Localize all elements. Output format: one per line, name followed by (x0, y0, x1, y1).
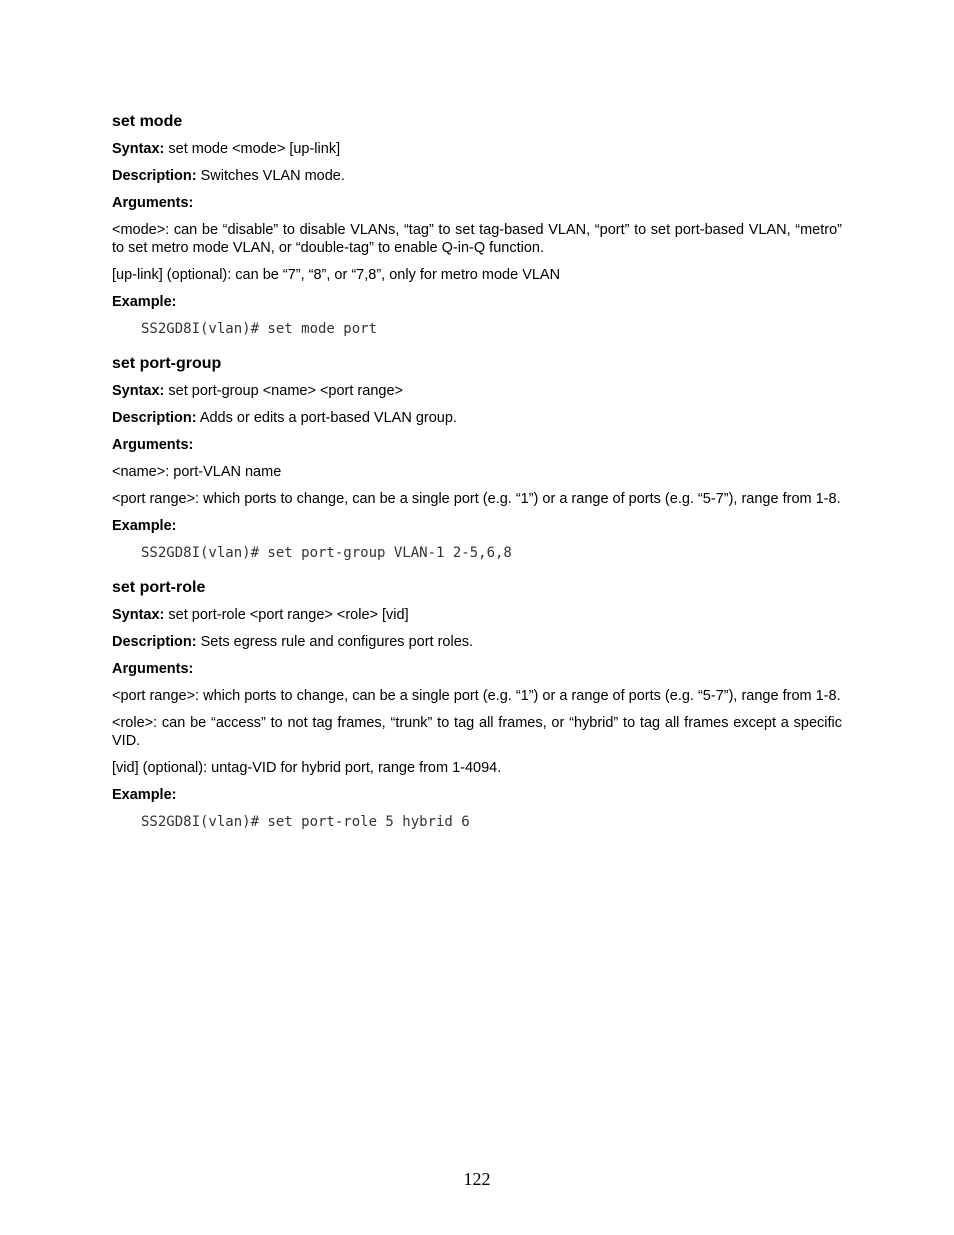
syntax-line (112, 140, 842, 158)
example-code: SS2GD8I(vlan)# set port-group VLAN-1 2-5,6,8 (141, 545, 512, 561)
description-text: Adds or edits a port-based VLAN group. (196, 410, 457, 426)
example-heading (112, 786, 842, 804)
description-text: Sets egress rule and configures port roles. (196, 634, 474, 650)
command-title: set port-group (112, 355, 222, 372)
argument-item: [vid] (optional): untag-VID for hybrid port, range from 1-4094. (112, 760, 502, 776)
description-text: Switches VLAN mode. (196, 168, 345, 184)
argument-item: <name>: port-VLAN name (112, 464, 282, 480)
example-code: SS2GD8I(vlan)# set mode port (141, 321, 378, 337)
page-number: 122 (463, 1169, 491, 1189)
example-label: Example: (112, 518, 177, 534)
description-label: Description: (112, 634, 197, 650)
syntax-text: set port-group <name> <port range> (164, 383, 403, 399)
argument-item: <port range>: which ports to change, can be a single port (e.g. “1”) or a range of ports (e.g. “5-7”), range from 1-8. (112, 688, 841, 704)
syntax-line (112, 606, 842, 624)
command-title: set mode (112, 113, 183, 130)
syntax-text: set port-role <port range> <role> [vid] (164, 607, 409, 623)
command-title: set port-role (112, 579, 206, 596)
arguments-label: Arguments: (112, 195, 194, 211)
argument-item: <role>: can be “access” to not tag frames, “trunk” to tag all frames, or “hybrid” to tag all frames except a specific VID. (112, 715, 842, 749)
syntax-label: Syntax: (112, 383, 165, 399)
example-heading (112, 293, 842, 311)
arguments-heading (112, 660, 842, 678)
description-line (112, 167, 842, 185)
description-label: Description: (112, 168, 197, 184)
syntax-label: Syntax: (112, 141, 165, 157)
example-label: Example: (112, 294, 177, 310)
description-line (112, 409, 842, 427)
arguments-label: Arguments: (112, 437, 194, 453)
example-label: Example: (112, 787, 177, 803)
syntax-label: Syntax: (112, 607, 165, 623)
section-set-mode (112, 112, 842, 338)
argument-item: <port range>: which ports to change, can be a single port (e.g. “1”) or a range of ports (e.g. “5-7”), range from 1-8. (112, 491, 841, 507)
arguments-heading (112, 194, 842, 212)
arguments-label: Arguments: (112, 661, 194, 677)
document-body (112, 112, 842, 847)
section-set-port-group (112, 354, 842, 562)
argument-item: <mode>: can be “disable” to disable VLANs, “tag” to set tag-based VLAN, “port” to set port-based VLAN, “metro” to set metro mode VLAN, or “double-tag” to enable Q-in-Q function. (112, 222, 842, 256)
section-set-port-role (112, 578, 842, 831)
description-label: Description: (112, 410, 197, 426)
description-line (112, 633, 842, 651)
syntax-line (112, 382, 842, 400)
argument-item: [up-link] (optional): can be “7”, “8”, or “7,8”, only for metro mode VLAN (112, 267, 561, 283)
example-code: SS2GD8I(vlan)# set port-role 5 hybrid 6 (141, 814, 470, 830)
syntax-text: set mode <mode> [up-link] (164, 141, 341, 157)
arguments-heading (112, 436, 842, 454)
example-heading (112, 517, 842, 535)
